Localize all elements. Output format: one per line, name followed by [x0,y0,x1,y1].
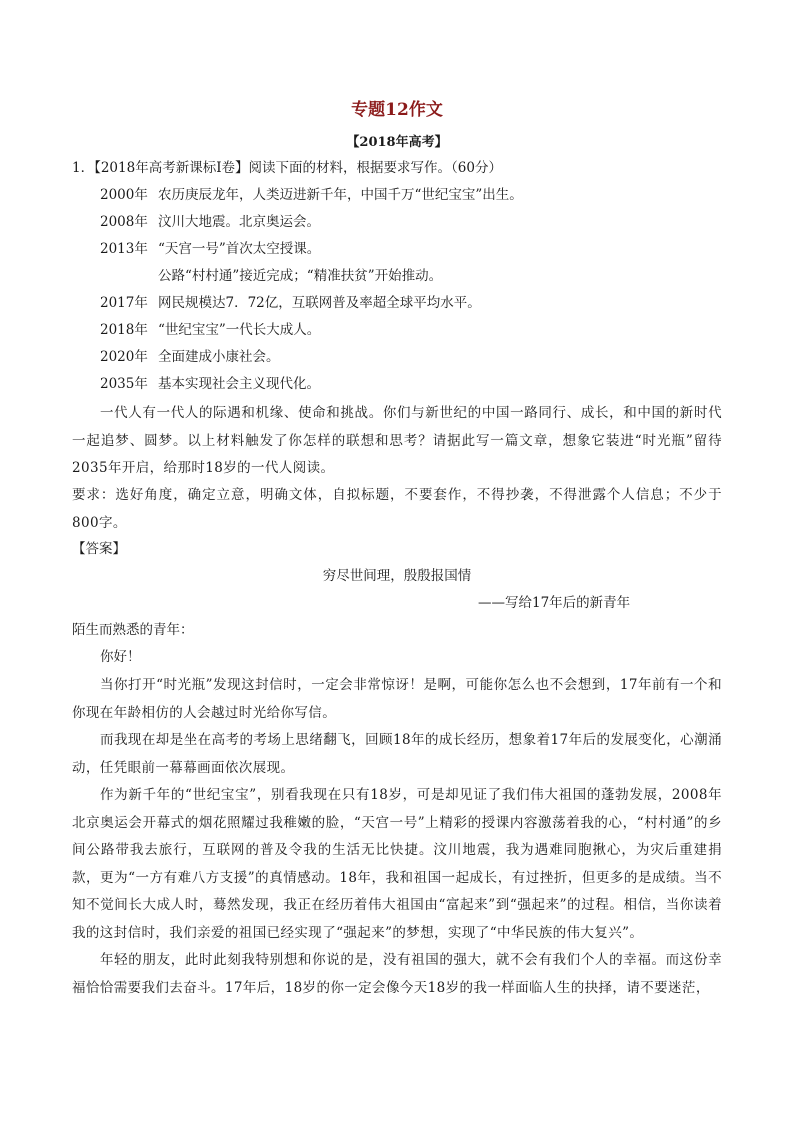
answer-label: 【答案】 [72,541,126,557]
timeline-year: 2017年 [100,295,148,311]
timeline-year: 2008年 [100,214,148,230]
question-requirements: 要求：选好角度，确定立意，明确文体，自拟标题，不要套作，不得抄袭，不得泄露个人信息；不少于800字。 [72,487,722,531]
timeline-year: 2013年 [100,241,148,257]
timeline-year: 2020年 [100,349,148,365]
question-prompt: 阅读下面的材料，根据要求写作。（60分） [248,160,502,176]
essay-salutation: 陌生而熟悉的青年： [72,622,194,638]
section-heading: 【2018年高考】 [346,135,448,150]
page-title: 专题12作文 [351,100,443,120]
timeline-text: 基本实现社会主义现代化。 [158,376,320,392]
essay-paragraph: 年轻的朋友，此时此刻我特别想和你说的是，没有祖国的强大，就不会有我们个人的幸福。而这份幸福恰恰需要我们去奋斗。17年后，18岁的你一定会像今天18岁的我一样面临人生的抉择，请不要迷茫， [72,952,722,996]
essay-paragraph: 当你打开“时光瓶”发现这封信时，一定会非常惊讶！是啊，可能你怎么也不会想到，17年前有一个和你现在年龄相仿的人会越过时光给你写信。 [72,677,722,721]
essay-greeting: 你好！ [100,649,141,665]
timeline-item [100,321,320,339]
timeline-text: 汶川大地震。北京奥运会。 [158,214,320,230]
timeline-item [100,294,481,312]
timeline-text: 全面建成小康社会。 [158,349,280,365]
timeline-text: “天宫一号”首次太空授课。 [158,241,321,257]
timeline-year: 2018年 [100,322,148,338]
timeline-item [100,240,320,258]
question-instruction: 一代人有一代人的际遇和机缘、使命和挑战。你们与新世纪的中国一路同行、成长，和中国的新时代一起追梦、圆梦。以上材料触发了你怎样的联想和思考？请据此写一篇文章，想象它装进“时光瓶”留待2035年开启，给那时18岁的一代人阅读。 [72,405,722,476]
timeline-item [100,186,523,204]
timeline-text: 公路“村村通”接近完成；“精准扶贫”开始推动。 [158,268,443,284]
question-source: 【2018年高考新课标Ⅰ卷】 [94,160,249,176]
essay-paragraph: 作为新千年的“世纪宝宝”，别看我现在只有18岁，可是却见证了我们伟大祖国的蓬勃发展，2008年北京奥运会开幕式的烟花照耀过我稚嫩的脸，“天宫一号”上精彩的授课内容激荡着我的心，“村村通”的乡间公路带我去旅行，互联网的普及令我的生活无比快捷。汶川地震，我为遇难同胞揪心，为灾后重建捐款，更为“一方有难八方支援”的真情感动。18年，我和祖国一起成长，有过挫折，但更多的是成绩。当不知不觉间长大成人时，蓦然发现，我正在经历着伟大祖国由“富起来”到“强起来”的过程。相信，当你读着我的这封信时，我们亲爱的祖国已经实现了“强起来”的梦想，实现了“中华民族的伟大复兴”。 [72,787,722,941]
timeline-item [100,213,320,231]
timeline-text: “世纪宝宝”一代长大成人。 [158,322,321,338]
timeline-text: 农历庚辰龙年，人类迈进新千年，中国千万“世纪宝宝”出生。 [158,187,523,203]
question-header [72,159,502,177]
question-number: 1． [72,160,95,176]
essay-subtitle: ——写给17年后的新青年 [478,595,631,611]
timeline-item [100,375,320,393]
timeline-year: 2035年 [100,376,148,392]
timeline-item [158,267,442,285]
timeline-year: 2000年 [100,187,148,203]
essay-title: 穷尽世间理，殷殷报国情 [322,568,472,584]
timeline-text: 网民规模达7．72亿，互联网普及率超全球平均水平。 [158,295,481,311]
essay-paragraph: 而我现在却是坐在高考的考场上思绪翻飞，回顾18年的成长经历，想象着17年后的发展变化，心潮涌动，任凭眼前一幕幕画面依次展现。 [72,732,722,776]
timeline-item [100,348,280,366]
